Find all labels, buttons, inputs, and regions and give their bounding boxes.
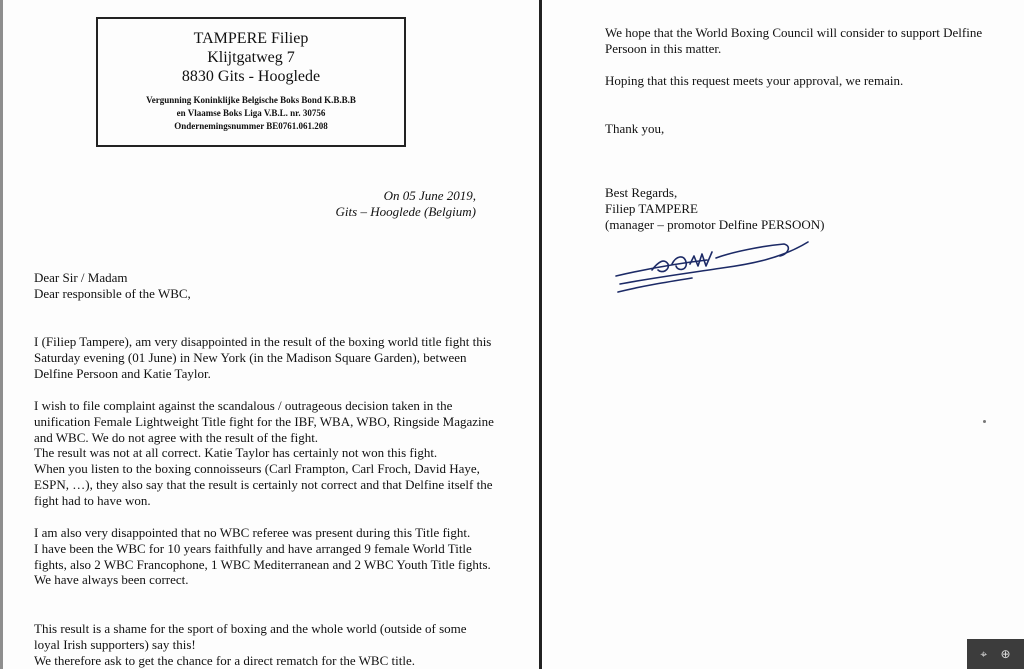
closing-hoping (605, 73, 1015, 89)
sender-name: TAMPERE Filiep (193, 30, 309, 47)
paragraph-text: This result is a shame for the sport of boxing and the whole world (outside of some loyal Irish supporters) say this! (34, 621, 467, 652)
paragraph-text: The result was not at all correct. Katie Taylor has certainly not won this fight. (34, 445, 438, 461)
signer-name: Filiep TAMPERE (605, 201, 698, 216)
body-paragraph-1 (34, 334, 494, 381)
paragraph-text: I (Filiep Tampere), am very disappointed in the result of the boxing world title fight this Saturday evening (01 June) in New York (in the Madison Square Garden), between Delfine Persoon and Katie Taylor. (34, 334, 492, 381)
sender-street: Klijtgatweg 7 (207, 49, 295, 66)
greeting-line-2: Dear responsible of the WBC, (34, 285, 191, 301)
paragraph-text: Thank you, (605, 121, 665, 136)
signer-role: (manager – promotor Delfine PERSOON) (605, 217, 825, 232)
greeting (34, 270, 494, 302)
sender-city: 8830 Gits - Hooglede (181, 68, 321, 85)
paragraph-text: I have been the WBC for 10 years faithfully and have arranged 9 female World Title fights, also 2 WBC Francophone, 1 WBC Mediterranean and 2 WBC Youth Title fights. We have always been correct. (34, 540, 491, 588)
page-divider (539, 0, 542, 669)
paragraph-text: We hope that the World Boxing Council will consider to support Delfine Persoon in this matter. (605, 25, 983, 56)
company-number: Ondernemingsnummer BE0761.061.208 (174, 121, 328, 131)
page-edge (0, 0, 3, 669)
closing-thanks (605, 121, 1015, 137)
letter-place: Gits – Hooglede (Belgium) (335, 204, 476, 219)
scan-speck (983, 420, 986, 423)
signature-block (605, 185, 1015, 233)
letter-page-2 (543, 0, 1024, 669)
greeting-line-1: Dear Sir / Madam (34, 270, 128, 285)
viewer-controls (967, 639, 1024, 669)
paragraph-text: I wish to file complaint against the scandalous / outrageous decision taken in the unification Female Lightweight Title fight for the IBF, WBA, WBO, Ringside Magazine and WBC. We do not agree with the result of the fight. (34, 398, 494, 445)
license-line-1: Vergunning Koninklijke Belgische Boks Bond K.B.B.B (146, 95, 356, 105)
letter-date: On 05 June 2019, (383, 188, 476, 203)
dateline (250, 188, 476, 220)
letterhead-box (96, 17, 406, 147)
license-line-2: en Vlaamse Boks Liga V.B.L. nr. 30756 (176, 108, 326, 118)
paragraph-text: When you listen to the boxing connoisseurs (Carl Frampton, Carl Froch, David Haye, ESPN, …), they also say that the result is certainly not correct and that Delfine itself the fight had to have won. (34, 461, 493, 508)
closing-hope (605, 25, 1015, 57)
zoom-in-icon[interactable]: ⊕ (1000, 647, 1011, 661)
fit-screen-icon[interactable]: ⌖ (980, 646, 988, 661)
handwritten-signature (612, 234, 812, 296)
paragraph-text: Hoping that this request meets your approval, we remain. (605, 73, 904, 88)
body-paragraph-4 (34, 621, 494, 668)
paragraph-text: I am also very disappointed that no WBC referee was present during this Title fight. (34, 525, 471, 540)
body-paragraph-3 (34, 525, 494, 588)
body-paragraph-2 (34, 398, 494, 509)
regards: Best Regards, (605, 185, 678, 200)
paragraph-text: We therefore ask to get the chance for a direct rematch for the WBC title. (34, 652, 415, 668)
